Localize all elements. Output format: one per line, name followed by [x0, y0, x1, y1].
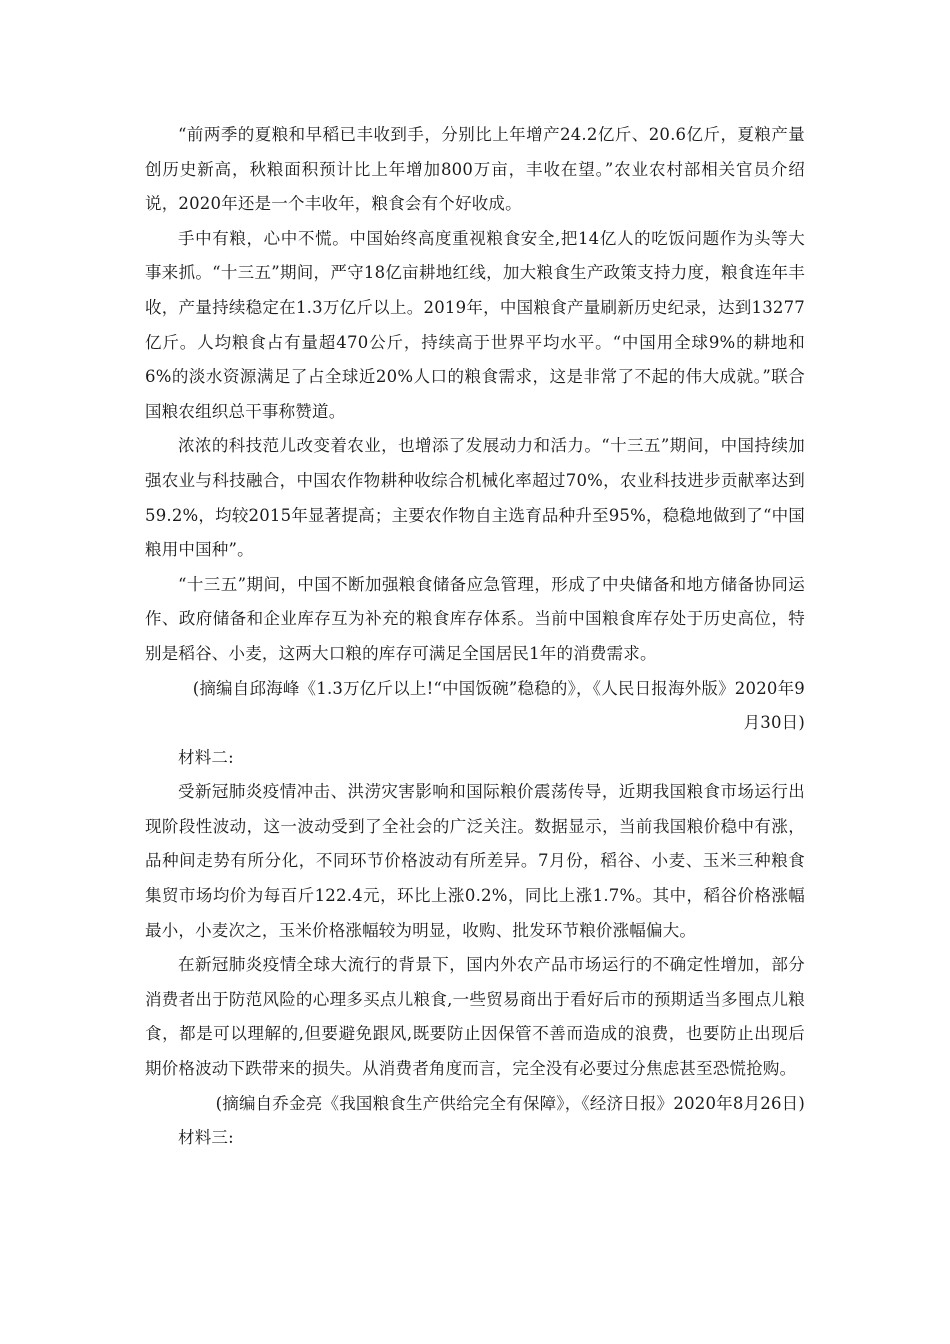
material-three-label: 材料三: [178, 1128, 234, 1148]
paragraph-technology: 浓浓的科技范儿改变着农业，也增添了发展动力和活力。“十三五”期间，中国持续加强农业与科技融合，中国农作物耕种收综合机械化率超过70%，农业科技进步贡献率达到59.2%，均较2015年显著提高；主要农作物自主选育品种升至95%，稳稳地做到了“中国粮用中国种”。 [145, 436, 805, 560]
paragraph-reserves: “十三五”期间，中国不断加强粮食储备应急管理，形成了中央储备和地方储备协同运作、政府储备和企业库存互为补充的粮食库存体系。当前中国粮食库存处于历史高位，特别是稻谷、小麦，这两大口粮的库存可满足全国居民1年的消费需求。 [145, 574, 805, 663]
source-citation-1: (摘编自邱海峰《1.3万亿斤以上!“中国饭碗”稳稳的》，《人民日报海外版》2020年9月30日) [192, 678, 805, 733]
material-two-label: 材料二: [178, 747, 234, 767]
paragraph-market: 受新冠肺炎疫情冲击、洪涝灾害影响和国际粮价震荡传导，近期我国粮食市场运行出现阶段性波动，这一波动受到了全社会的广泛关注。数据显示，当前我国粮价稳中有涨，品种间走势有所分化，不同环节价格波动有所差异。7月份，稻谷、小麦、玉米三种粮食集贸市场均价为每百斤122.4元，环比上涨0.2%，同比上涨1.7%。其中，稻谷价格涨幅最小，小麦次之，玉米价格涨幅较为明显，收购、批发环节粮价涨幅偏大。 [145, 782, 805, 940]
paragraph-food-security: 手中有粮，心中不慌。中国始终高度重视粮食安全,把14亿人的吃饭问题作为头等大事来抓。“十三五”期间，严守18亿亩耕地红线，加大粮食生产政策支持力度，粮食连年丰收，产量持续稳定在1.3万亿斤以上。2019年，中国粮食产量刷新历史纪录，达到13277亿斤。人均粮食占有量超470公斤，持续高于世界平均水平。“中国用全球9%的耕地和6%的淡水资源满足了占全球近20%人口的粮食需求，这是非常了不起的伟大成就。”联合国粮农组织总干事称赞道。 [145, 228, 805, 421]
paragraph-consumers: 在新冠肺炎疫情全球大流行的背景下，国内外农产品市场运行的不确定性增加，部分消费者出于防范风险的心理多买点儿粮食,一些贸易商出于看好后市的预期适当多囤点儿粮食，都是可以理解的,但要避免跟风,既要防止因保管不善而造成的浪费，也要防止出现后期价格波动下跌带来的损失。从消费者角度而言，完全没有必要过分焦虑甚至恐慌抢购。 [145, 955, 805, 1079]
source-citation-2: (摘编自乔金亮《我国粮食生产供给完全有保障》，《经济日报》2020年8月26日) [215, 1093, 805, 1113]
paragraph-harvest: “前两季的夏粮和早稻已丰收到手，分别比上年增产24.2亿斤、20.6亿斤，夏粮产量创历史新高，秋粮面积预计比上年增加800万亩，丰收在望。”农业农村部相关官员介绍说，2020年还是一个丰收年，粮食会有个好收成。 [145, 125, 805, 214]
article-body [145, 118, 805, 1156]
